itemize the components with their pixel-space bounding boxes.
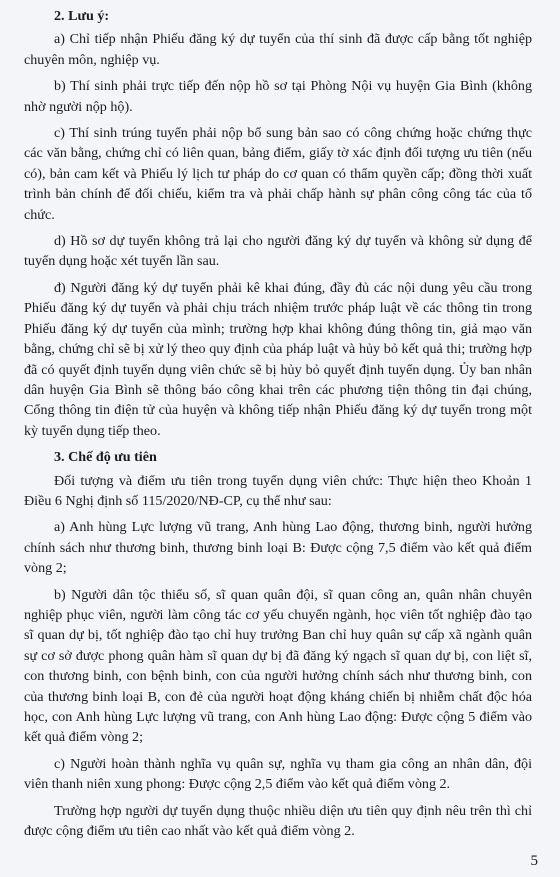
paragraph-uu-tien-c: c) Người hoàn thành nghĩa vụ quân sự, nghĩa vụ tham gia công an nhân dân, đội viên thanh niên xung phong: Được cộng 2,5 điểm vào kết quả điểm vòng 2. bbox=[24, 755, 532, 793]
page-number: 5 bbox=[530, 852, 538, 869]
paragraph-luu-y-d: d) Hồ sơ dự tuyển không trả lại cho người đăng ký dự tuyển và không sử dụng để tuyển dụng hoặc xét tuyển lần sau. bbox=[24, 233, 532, 270]
paragraph-uu-tien-b: b) Người dân tộc thiểu số, sĩ quan quân đội, sĩ quan công an, quân nhân chuyên nghiệp phục viên, người làm công tác cơ yếu chuyển ngành, học viên tốt nghiệp đào tạo sĩ quan dự bị, tốt nghiệp đào tạo chỉ huy trưởng Ban chỉ huy quân sự cấp xã ngành quân sự cơ sở được phong quân hàm sĩ quan dự bị đã đăng ký ngạch sĩ quan dự bị, con liệt sĩ, con thương binh, con bệnh binh, con của người hưởng chính sách như thương binh, con của thương binh loại B, con đẻ của người hoạt động kháng chiến bị nhiễm chất độc hóa học, con Anh hùng Lực lượng vũ trang, con Anh hùng Lao động: Được cộng 5 điểm vào kết quả điểm vòng 2; bbox=[24, 586, 532, 746]
section-heading-che-do-uu-tien: 3. Chế độ ưu tiên bbox=[54, 449, 157, 466]
section-heading-luu-y: 2. Lưu ý: bbox=[54, 8, 110, 24]
paragraph-uu-tien-closing: Trường hợp người dự tuyển dụng thuộc nhiều diện ưu tiên quy định nêu trên thì chỉ được cộng điểm ưu tiên cao nhất vào kết quả điểm vòng 2. bbox=[24, 802, 532, 840]
paragraph-luu-y-b: b) Thí sinh phải trực tiếp đến nộp hồ sơ tại Phòng Nội vụ huyện Gia Bình (không nhờ người nộp hộ). bbox=[24, 78, 532, 115]
paragraph-luu-y-a: a) Chỉ tiếp nhận Phiếu đăng ký dự tuyển của thí sinh đã được cấp bằng tốt nghiệp chuyên môn, nghiệp vụ. bbox=[24, 31, 532, 68]
paragraph-luu-y-dd: đ) Người đăng ký dự tuyển phải kê khai đúng, đầy đủ các nội dung yêu cầu trong Phiếu đăng ký dự tuyển và phải chịu trách nhiệm trước pháp luật về các thông tin trong Phiếu đăng ký dự tuyển của mình; trường hợp khai không đúng thông tin, giả mạo văn bằng, chứng chỉ sẽ bị xử lý theo quy định của pháp luật và hủy bỏ kết quả thi; trường hợp đã có quyết định tuyển dụng viên chức sẽ bị hủy bỏ quyết định tuyển dụng. Ủy ban nhân dân huyện Gia Bình sẽ thông báo công khai trên các phương tiện thông tin đại chúng, Cổng thông tin điện tử của huyện và không tiếp nhận Phiếu đăng ký dự tuyển trong một kỳ tuyển dụng tiếp theo. bbox=[24, 279, 532, 439]
paragraph-uu-tien-intro: Đối tượng và điểm ưu tiên trong tuyển dụng viên chức: Thực hiện theo Khoản 1 Điều 6 Nghị định số 115/2020/NĐ-CP, cụ thể như sau: bbox=[24, 472, 532, 509]
paragraph-luu-y-c: c) Thí sinh trúng tuyển phải nộp bổ sung bản sao có công chứng hoặc chứng thực các văn bằng, chứng chỉ có liên quan, bảng điểm, giấy tờ xác định đối tượng ưu tiên (nếu có), bản cam kết và Phiếu lý lịch tư pháp do cơ quan có thẩm quyền cấp; đồng thời xuất trình bản chính để đối chiếu, kiểm tra và phải chấp hành sự phân công công tác của tổ chức. bbox=[24, 125, 532, 223]
paragraph-uu-tien-a: a) Anh hùng Lực lượng vũ trang, Anh hùng Lao động, thương binh, người hưởng chính sách như thương binh, thương binh loại B: Được cộng 7,5 điểm vào kết quả điểm vòng 2; bbox=[24, 519, 532, 577]
